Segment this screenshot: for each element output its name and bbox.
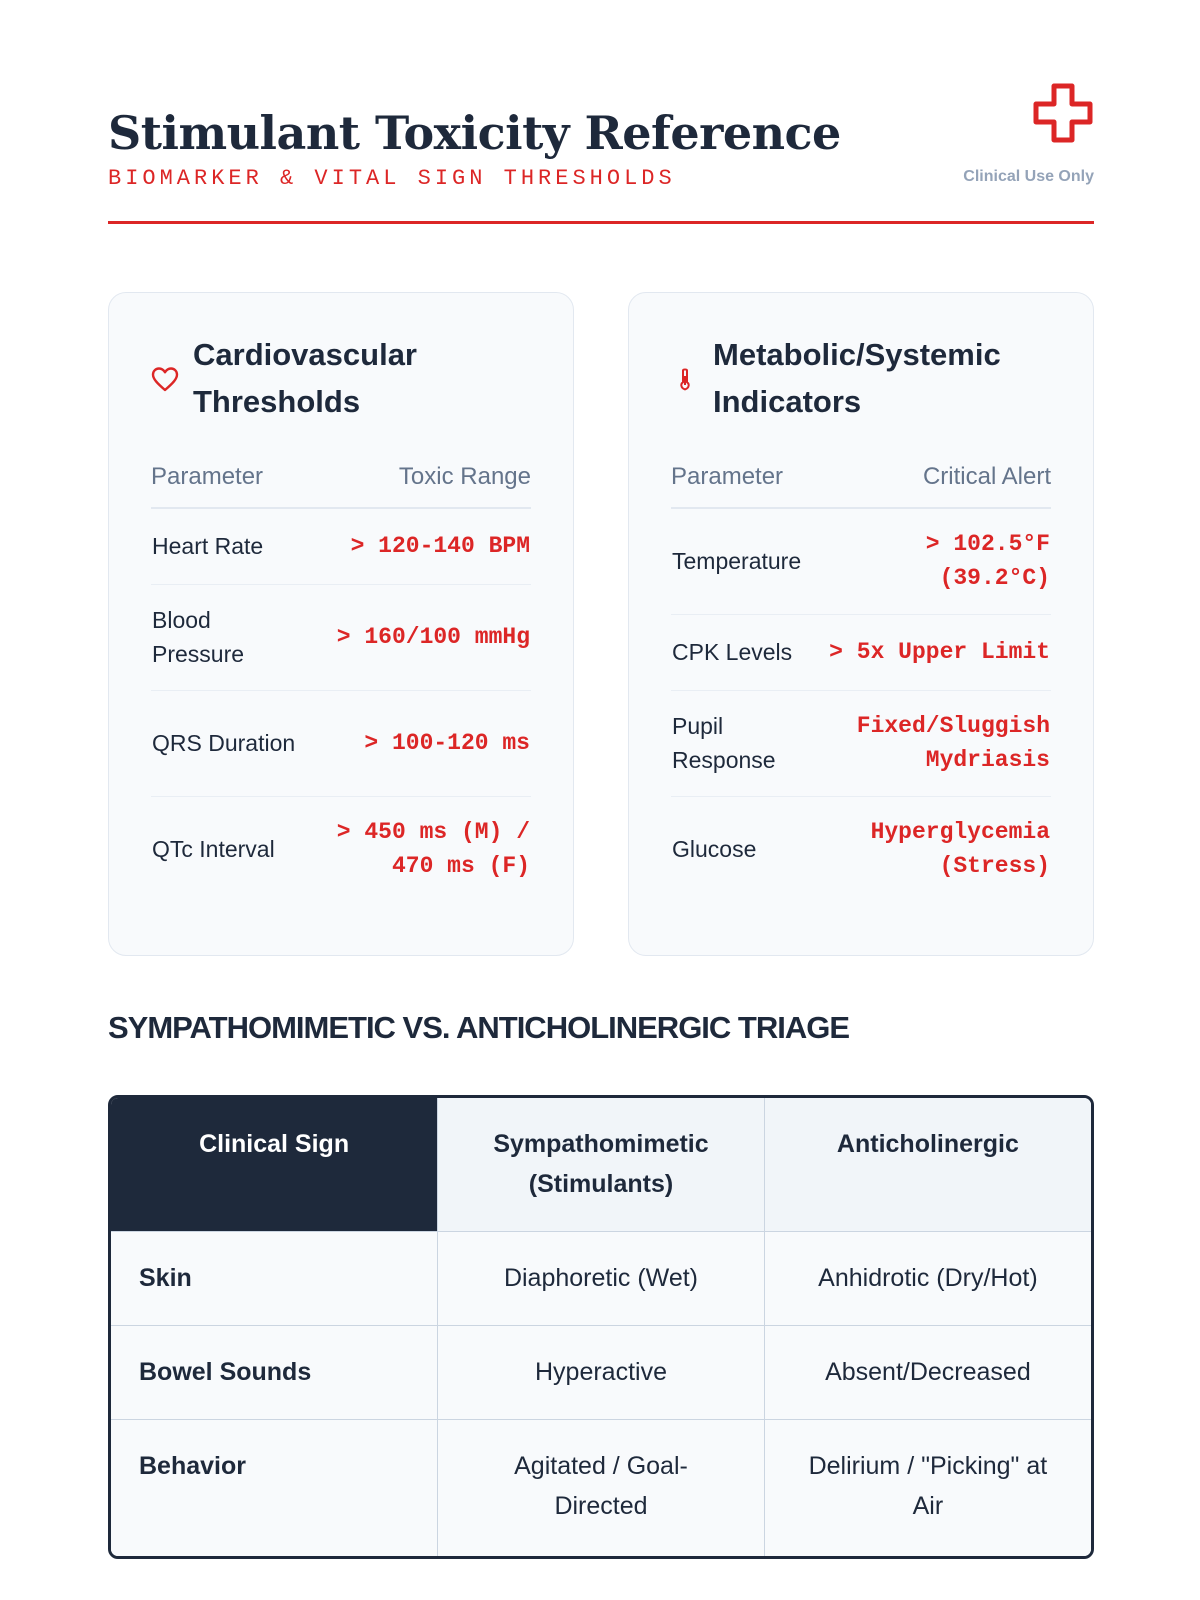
parameter-name: Blood Pressure	[151, 584, 301, 690]
anticholinergic-value: Anhidrotic (Dry/Hot)	[764, 1231, 1091, 1325]
threshold-value: > 450 ms (M) / 470 ms (F)	[336, 819, 530, 880]
parameter-name: Glucose	[672, 836, 757, 863]
column-header-sympathomimetic: Sympathomimetic (Stimulants)	[438, 1098, 765, 1231]
alert-value: > 5x Upper Limit	[821, 614, 1051, 690]
column-header-anticholinergic: Anticholinergic	[764, 1098, 1091, 1231]
medical-cross-icon	[1032, 82, 1094, 144]
table-row	[111, 1419, 1091, 1559]
column-header-parameter: Parameter	[151, 463, 301, 508]
parameter-name: Temperature	[671, 508, 821, 614]
cardiovascular-table	[151, 463, 531, 902]
table-row	[111, 1325, 1091, 1419]
alert-value: > 102.5°F (39.2°C)	[821, 508, 1051, 614]
parameter-name: Heart Rate	[151, 508, 301, 584]
anticholinergic-value: Absent/Decreased	[764, 1325, 1091, 1419]
table-row	[151, 508, 531, 584]
threshold-cards	[108, 292, 1094, 956]
cardiovascular-card	[108, 292, 574, 956]
table-row	[671, 508, 1051, 614]
column-header-clinical-sign: Clinical Sign	[111, 1098, 438, 1231]
page-subtitle: BIOMARKER & VITAL SIGN THRESHOLDS	[108, 166, 676, 191]
table-row	[671, 690, 1051, 796]
parameter-name: QRS Duration	[151, 690, 301, 796]
triage-section-title: SYMPATHOMIMETIC VS. ANTICHOLINERGIC TRIAGE	[108, 1010, 850, 1045]
triage-table	[111, 1098, 1091, 1559]
table-row	[671, 796, 1051, 902]
page-title: Stimulant Toxicity Reference	[108, 106, 841, 160]
sympathomimetic-value: Agitated / Goal-Directed	[438, 1419, 765, 1559]
table-row	[671, 614, 1051, 690]
alert-value: Fixed/Sluggish Mydriasis	[821, 690, 1051, 796]
heart-icon	[151, 366, 179, 394]
card-header	[151, 293, 531, 463]
table-row	[151, 796, 531, 902]
threshold-value: > 160/100 mmHg	[301, 584, 531, 690]
metabolic-card	[628, 292, 1094, 956]
clinical-sign: Skin	[111, 1231, 438, 1325]
parameter-name: QTc Interval	[152, 836, 275, 863]
table-row	[151, 584, 531, 690]
sympathomimetic-value: Diaphoretic (Wet)	[438, 1231, 765, 1325]
thermometer-icon	[671, 366, 699, 394]
clinical-sign: Bowel Sounds	[111, 1325, 438, 1419]
threshold-value: > 100-120 ms	[301, 690, 531, 796]
triage-table-container	[108, 1095, 1094, 1559]
table-row	[111, 1231, 1091, 1325]
anticholinergic-value: Delirium / "Picking" at Air	[764, 1419, 1091, 1559]
card-header	[671, 293, 1051, 463]
table-row	[151, 690, 531, 796]
metabolic-table	[671, 463, 1051, 902]
column-header-toxic-range: Toxic Range	[301, 463, 531, 508]
sympathomimetic-value: Hyperactive	[438, 1325, 765, 1419]
alert-value: Hyperglycemia (Stress)	[870, 819, 1050, 880]
clinical-sign: Behavior	[111, 1419, 438, 1559]
threshold-value: > 120-140 BPM	[301, 508, 531, 584]
parameter-name: CPK Levels	[671, 614, 821, 690]
clinical-use-note: Clinical Use Only	[963, 168, 1094, 185]
column-header-critical-alert: Critical Alert	[821, 463, 1051, 508]
page-header	[108, 70, 1094, 224]
column-header-parameter: Parameter	[671, 463, 821, 508]
parameter-name: Pupil Response	[671, 690, 821, 796]
card-title: Cardiovascular Thresholds	[193, 337, 417, 419]
card-title: Metabolic/Systemic Indicators	[713, 337, 1001, 419]
